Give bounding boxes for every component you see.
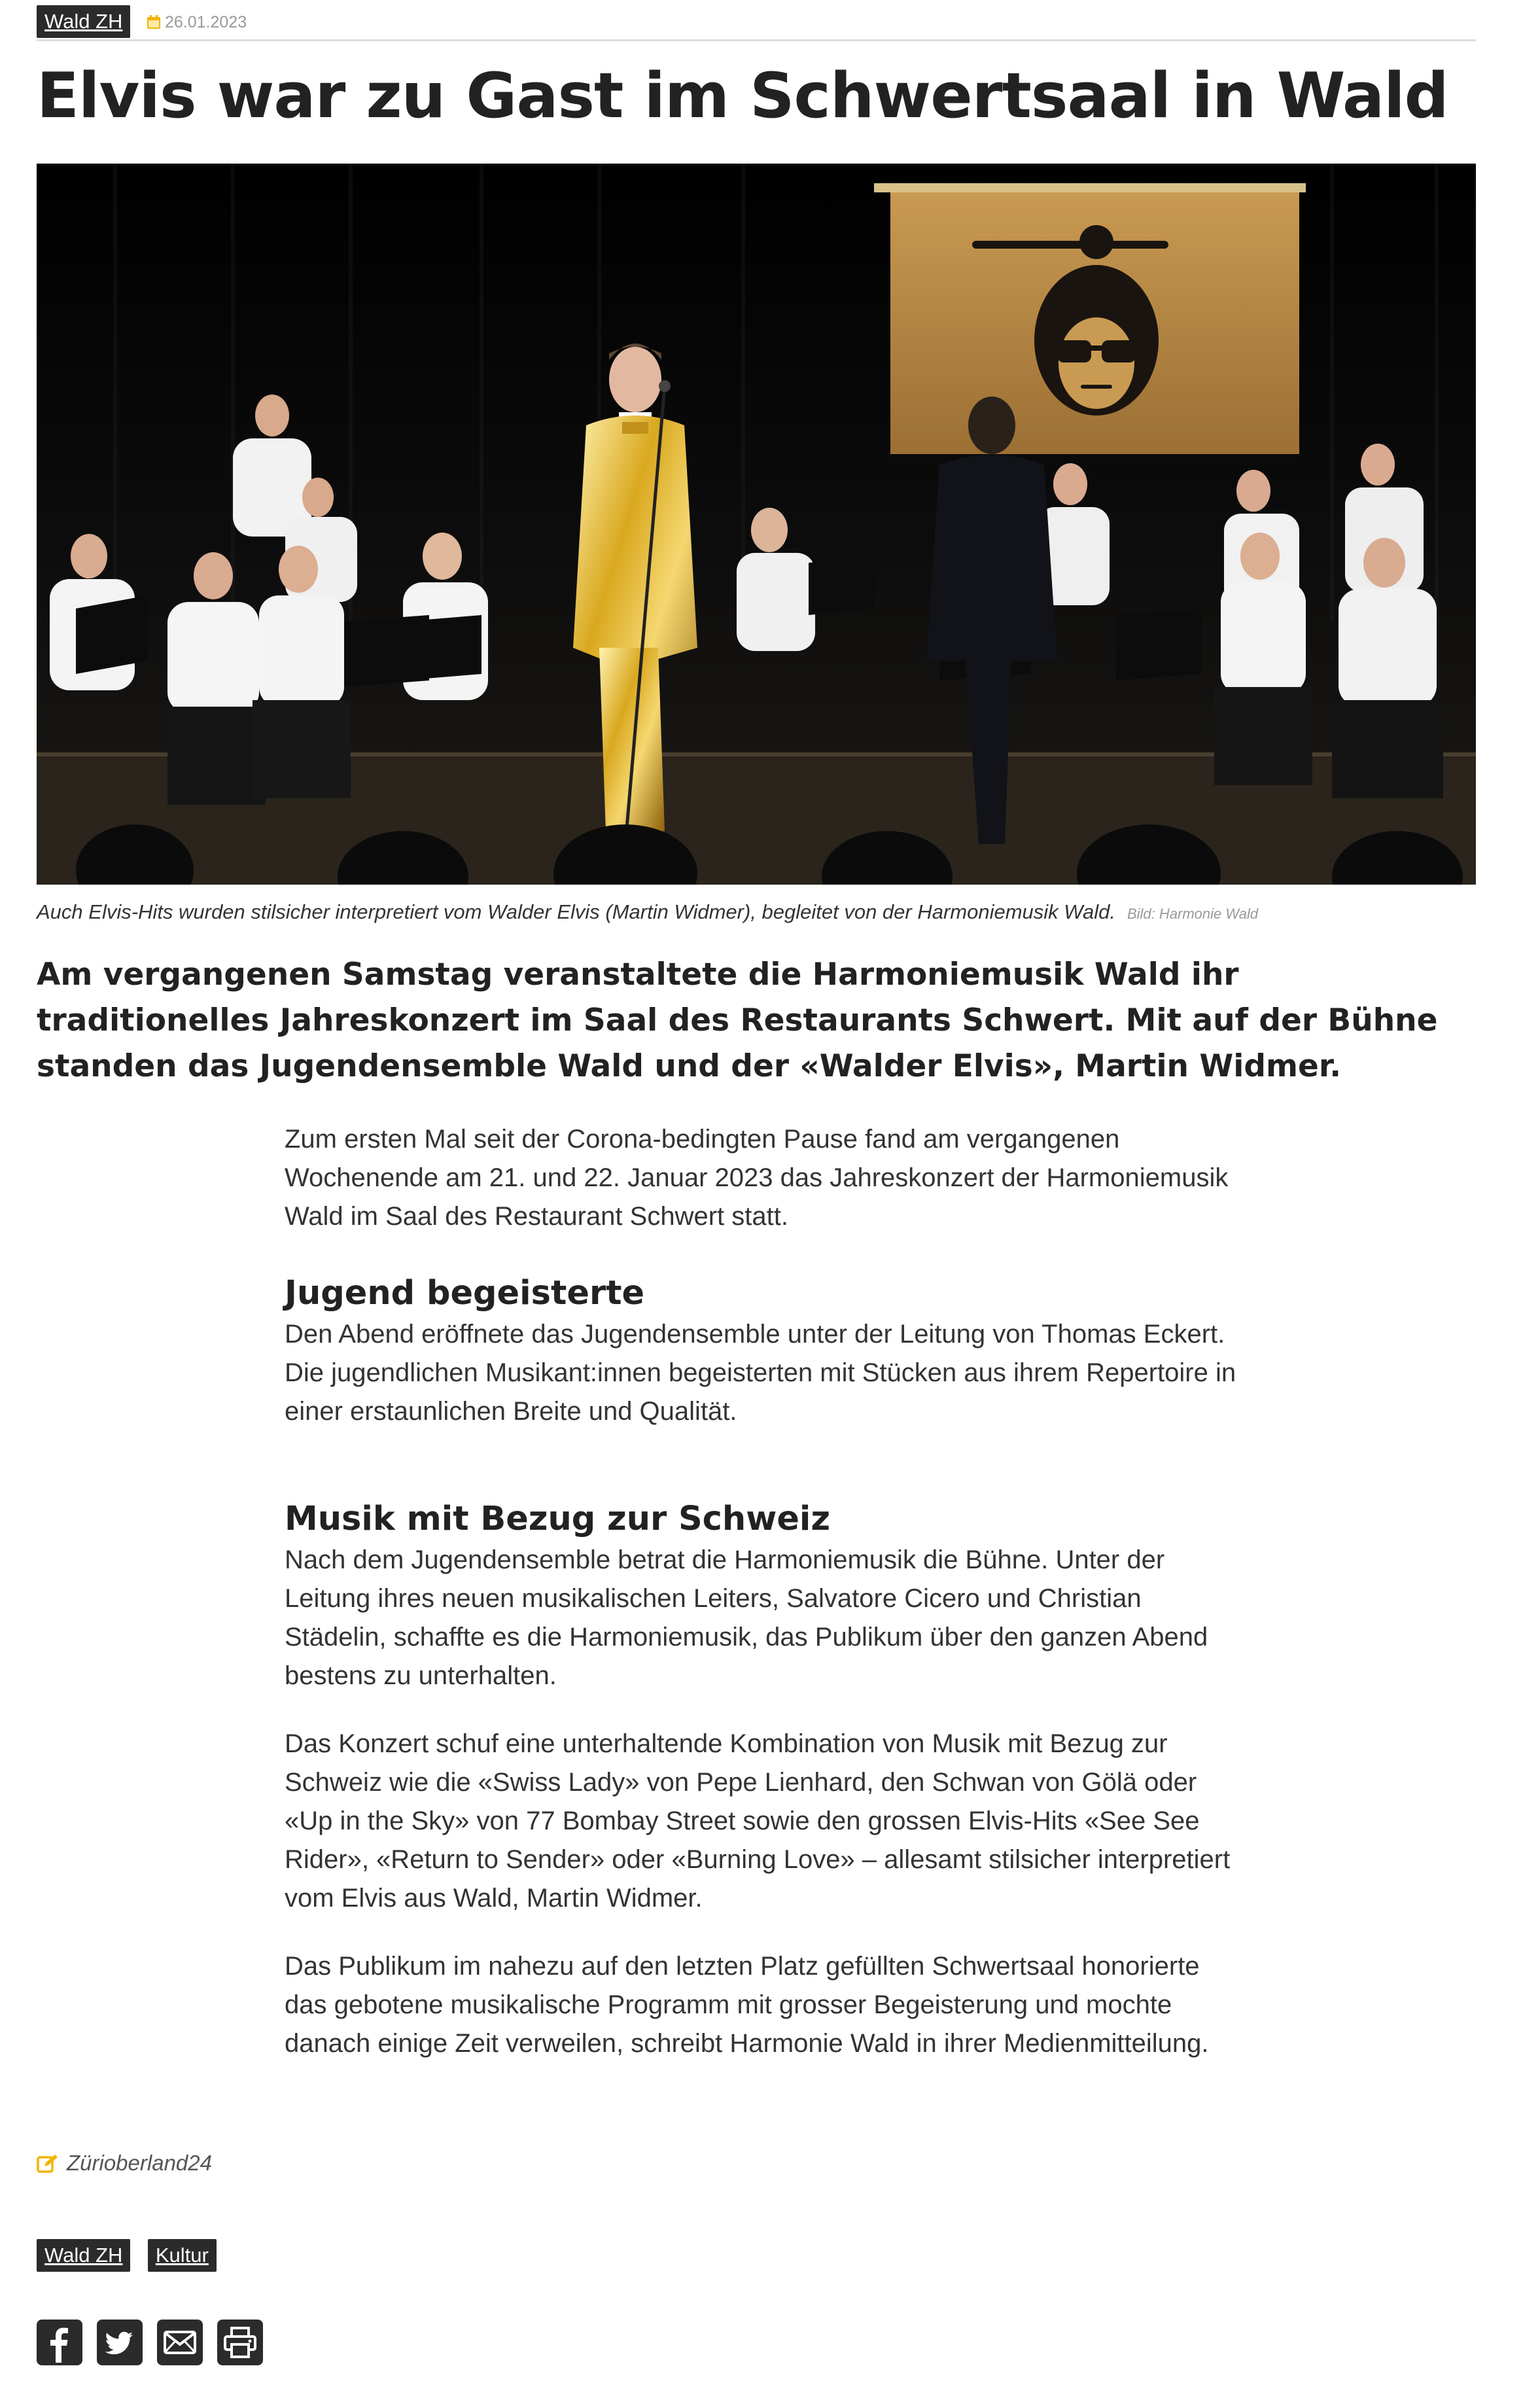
twitter-icon[interactable] bbox=[97, 2320, 143, 2365]
share-bar bbox=[37, 2320, 263, 2365]
hero-photo bbox=[37, 164, 1476, 885]
article-lead: Am vergangenen Samstag veranstaltete die Harmoniemusik Wald ihr traditionelles Jahreskonzert im Saal des Restaurants Schwert. Mit auf der Bühne standen das Jugendensemble Wald und der «Walder Elvis», Martin Widmer. bbox=[37, 957, 1438, 1084]
tag-kultur[interactable]: Kultur bbox=[148, 2239, 217, 2272]
photo-caption bbox=[37, 900, 1476, 924]
paragraph-4: Das Konzert schuf eine unterhaltende Kombination von Musik mit Bezug zur Schweiz wie die «Swiss Lady» von Pepe Lienhard, den Schwan von Gölä oder «Up in the Sky» von 77 Bombay Street sowie den grossen Elvis-Hits «See See Rider», «Return to Sender» oder «Burning Love» – allesamt stilsicher interpretiert vom Elvis aus Wald, Martin Widmer. bbox=[285, 1729, 1231, 1913]
date-text: 26.01.2023 bbox=[165, 13, 247, 31]
author-name: Zürioberland24 bbox=[67, 2151, 212, 2175]
edit-icon bbox=[37, 2153, 59, 2173]
article-date bbox=[147, 13, 247, 32]
tag-list bbox=[37, 2239, 231, 2272]
article-title: Elvis war zu Gast im Schwertsaal in Wald bbox=[37, 60, 1448, 132]
subheading-jugend: Jugend begeisterte bbox=[285, 1274, 645, 1313]
print-icon[interactable] bbox=[217, 2320, 263, 2365]
facebook-icon[interactable] bbox=[37, 2320, 82, 2365]
author-line bbox=[37, 2151, 212, 2176]
paragraph-1: Zum ersten Mal seit der Corona-bedingten Pause fand am vergangenen Wochenende am 21. und 22. Januar 2023 das Jahreskonzert der Harmoniemusik Wald im Saal des Restaurant Schwert statt. bbox=[285, 1125, 1229, 1231]
photo-credit: Bild: Harmonie Wald bbox=[1127, 906, 1259, 922]
paragraph-3: Nach dem Jugendensemble betrat die Harmoniemusik die Bühne. Unter der Leitung ihres neuen musikalischen Leiters, Salvatore Cicero und Christian Städelin, schaffte es die Harmoniemusik, das Publikum über den ganzen Abend bestens zu unterhalten. bbox=[285, 1545, 1208, 1690]
calendar-icon bbox=[147, 15, 161, 29]
paragraph-5: Das Publikum im nahezu auf den letzten Platz gefüllten Schwertsaal honorierte das gebotene musikalische Programm mit grosser Begeisterung und mochte danach einige Zeit verweilen, schreibt Harmonie Wald in ihrer Medienmitteilung. bbox=[285, 1952, 1209, 2058]
article-body bbox=[285, 1120, 1240, 2063]
caption-text: Auch Elvis-Hits wurden stilsicher interpretiert vom Walder Elvis (Martin Widmer), begleitet von der Harmoniemusik Wald. bbox=[37, 900, 1115, 923]
subheading-schweiz: Musik mit Bezug zur Schweiz bbox=[285, 1500, 831, 1538]
email-icon[interactable] bbox=[157, 2320, 203, 2365]
tag-wald-zh[interactable]: Wald ZH bbox=[37, 2239, 130, 2272]
paragraph-2: Den Abend eröffnete das Jugendensemble unter der Leitung von Thomas Eckert. Die jugendlichen Musikant:innen begeisterten mit Stücken aus ihrem Repertoire in einer erstaunlichen Breite und Qualität. bbox=[285, 1320, 1236, 1426]
article-meta bbox=[37, 5, 1476, 41]
category-tag[interactable]: Wald ZH bbox=[37, 5, 130, 38]
concert-photo bbox=[37, 164, 1476, 885]
